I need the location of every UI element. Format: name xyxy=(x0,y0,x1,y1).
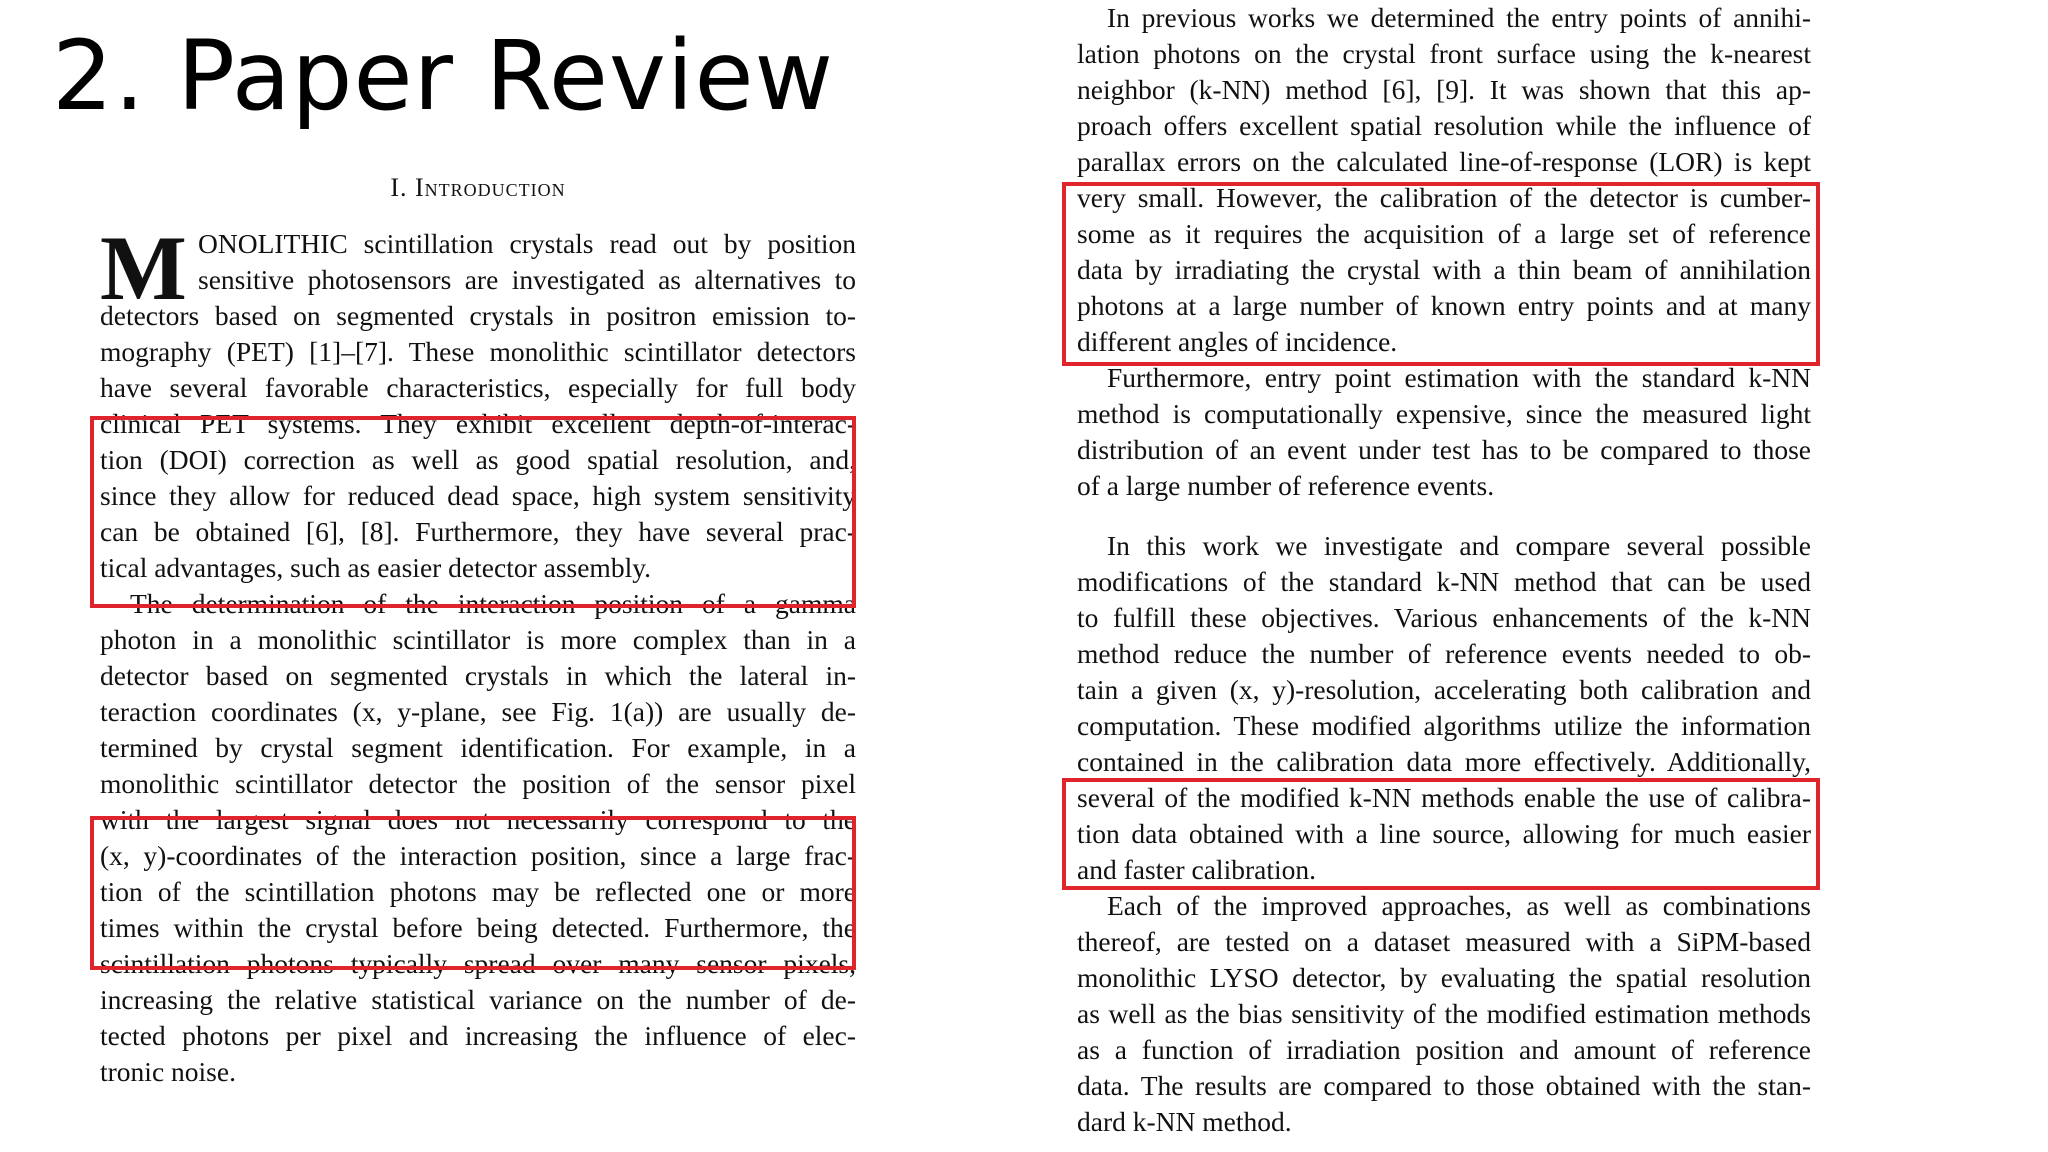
text-line: method reduce the number of reference events needed to ob- xyxy=(1077,638,1811,669)
text-line: scintillation photons typically spread over many sensor pixels, xyxy=(100,948,856,979)
text-line: Furthermore, entry point estimation with the standard k-NN xyxy=(1107,362,1811,393)
text-line: ONOLITHIC scintillation crystals read out by position xyxy=(198,228,856,259)
text-line: dard k-NN method. xyxy=(1077,1106,1292,1137)
text-line: lation photons on the crystal front surface using the k-nearest xyxy=(1077,38,1811,69)
text-line: Each of the improved approaches, as well as combinations xyxy=(1107,890,1811,921)
text-line: monolithic scintillator detector the position of the sensor pixel xyxy=(100,768,856,799)
text-line: The determination of the interaction position of a gamma xyxy=(130,588,856,619)
section-number: I. xyxy=(390,173,408,202)
text-line: distribution of an event under test has to be compared to those xyxy=(1077,434,1811,465)
text-line: of a large number of reference events. xyxy=(1077,470,1495,501)
text-line: clinical PET systems. They exhibit excellent depth-of-interac- xyxy=(100,408,856,439)
text-line: different angles of incidence. xyxy=(1077,326,1398,357)
text-line: monolithic LYSO detector, by evaluating the spatial resolution xyxy=(1077,962,1811,993)
text-line: photon in a monolithic scintillator is more complex than in a xyxy=(100,624,856,655)
text-line: sensitive photosensors are investigated as alternatives to xyxy=(198,264,856,295)
paragraph-gap xyxy=(1077,504,1811,528)
text-line: detectors based on segmented crystals in positron emission to- xyxy=(100,300,856,331)
text-line: (x, y)-coordinates of the interaction position, since a large frac- xyxy=(100,840,856,871)
drop-cap: M xyxy=(100,217,187,319)
text-line: very small. However, the calibration of the detector is cumber- xyxy=(1077,182,1811,213)
highlight-box-left-2 xyxy=(90,816,856,970)
section-heading xyxy=(100,160,856,216)
text-line: tion data obtained with a line source, allowing for much easier xyxy=(1077,818,1811,849)
text-line: contained in the calibration data more effectively. Additionally, xyxy=(1077,746,1811,777)
text-line: tical advantages, such as easier detector assembly. xyxy=(100,552,652,583)
text-line: and faster calibration. xyxy=(1077,854,1316,885)
highlight-box-right-1 xyxy=(1062,182,1820,366)
text-line: data. The results are compared to those obtained with the stan- xyxy=(1077,1070,1811,1101)
highlight-box-left-1 xyxy=(90,416,856,608)
text-line: In this work we investigate and compare several possible xyxy=(1107,530,1811,561)
text-line: since they allow for reduced dead space, high system sensitivity xyxy=(100,480,856,511)
section-title: Introduction xyxy=(415,173,566,202)
text-line: times within the crystal before being detected. Furthermore, the xyxy=(100,912,856,943)
text-line: thereof, are tested on a dataset measured with a SiPM-based xyxy=(1077,926,1811,957)
right-paragraph-4 xyxy=(1077,888,1811,1140)
text-line: can be obtained [6], [8]. Furthermore, they have several prac- xyxy=(100,516,856,547)
text-line: with the largest signal does not necessarily correspond to the xyxy=(100,804,856,835)
text-line: teraction coordinates (x, y-plane, see Fig. 1(a)) are usually de- xyxy=(100,696,856,727)
text-line: mography (PET) [1]–[7]. These monolithic scintillator detectors xyxy=(100,336,856,367)
text-line: as well as the bias sensitivity of the modified estimation methods xyxy=(1077,998,1811,1029)
text-line: computation. These modified algorithms utilize the information xyxy=(1077,710,1811,741)
text-line: several of the modified k-NN methods enable the use of calibra- xyxy=(1077,782,1811,813)
text-line: tion of the scintillation photons may be reflected one or more xyxy=(100,876,856,907)
right-column xyxy=(1077,0,1811,1140)
text-line: tion (DOI) correction as well as good spatial resolution, and, xyxy=(100,444,856,475)
text-line: some as it requires the acquisition of a large set of reference xyxy=(1077,218,1811,249)
text-line: modifications of the standard k-NN method that can be used xyxy=(1077,566,1811,597)
text-line: tain a given (x, y)-resolution, accelerating both calibration and xyxy=(1077,674,1811,705)
text-line: tected photons per pixel and increasing the influence of elec- xyxy=(100,1020,856,1051)
text-line: method is computationally expensive, since the measured light xyxy=(1077,398,1811,429)
text-line: proach offers excellent spatial resolution while the influence of xyxy=(1077,110,1811,141)
text-line: detector based on segmented crystals in which the lateral in- xyxy=(100,660,856,691)
text-line: tronic noise. xyxy=(100,1056,236,1087)
text-line: as a function of irradiation position and amount of reference xyxy=(1077,1034,1811,1065)
text-line: neighbor (k-NN) method [6], [9]. It was shown that this ap- xyxy=(1077,74,1811,105)
text-line: have several favorable characteristics, especially for full body xyxy=(100,372,856,403)
right-paragraph-2 xyxy=(1077,360,1811,504)
text-line: data by irradiating the crystal with a thin beam of annihilation xyxy=(1077,254,1811,285)
highlight-box-right-2 xyxy=(1062,778,1820,890)
text-line: increasing the relative statistical variance on the number of de- xyxy=(100,984,856,1015)
text-line: parallax errors on the calculated line-of-response (LOR) is kept xyxy=(1077,146,1811,177)
text-line: In previous works we determined the entry points of annihi- xyxy=(1107,2,1811,33)
slide-title: 2. Paper Review xyxy=(52,20,835,132)
text-line: termined by crystal segment identification. For example, in a xyxy=(100,732,856,763)
text-line: to fulfill these objectives. Various enhancements of the k-NN xyxy=(1077,602,1811,633)
text-line: photons at a large number of known entry points and at many xyxy=(1077,290,1811,321)
